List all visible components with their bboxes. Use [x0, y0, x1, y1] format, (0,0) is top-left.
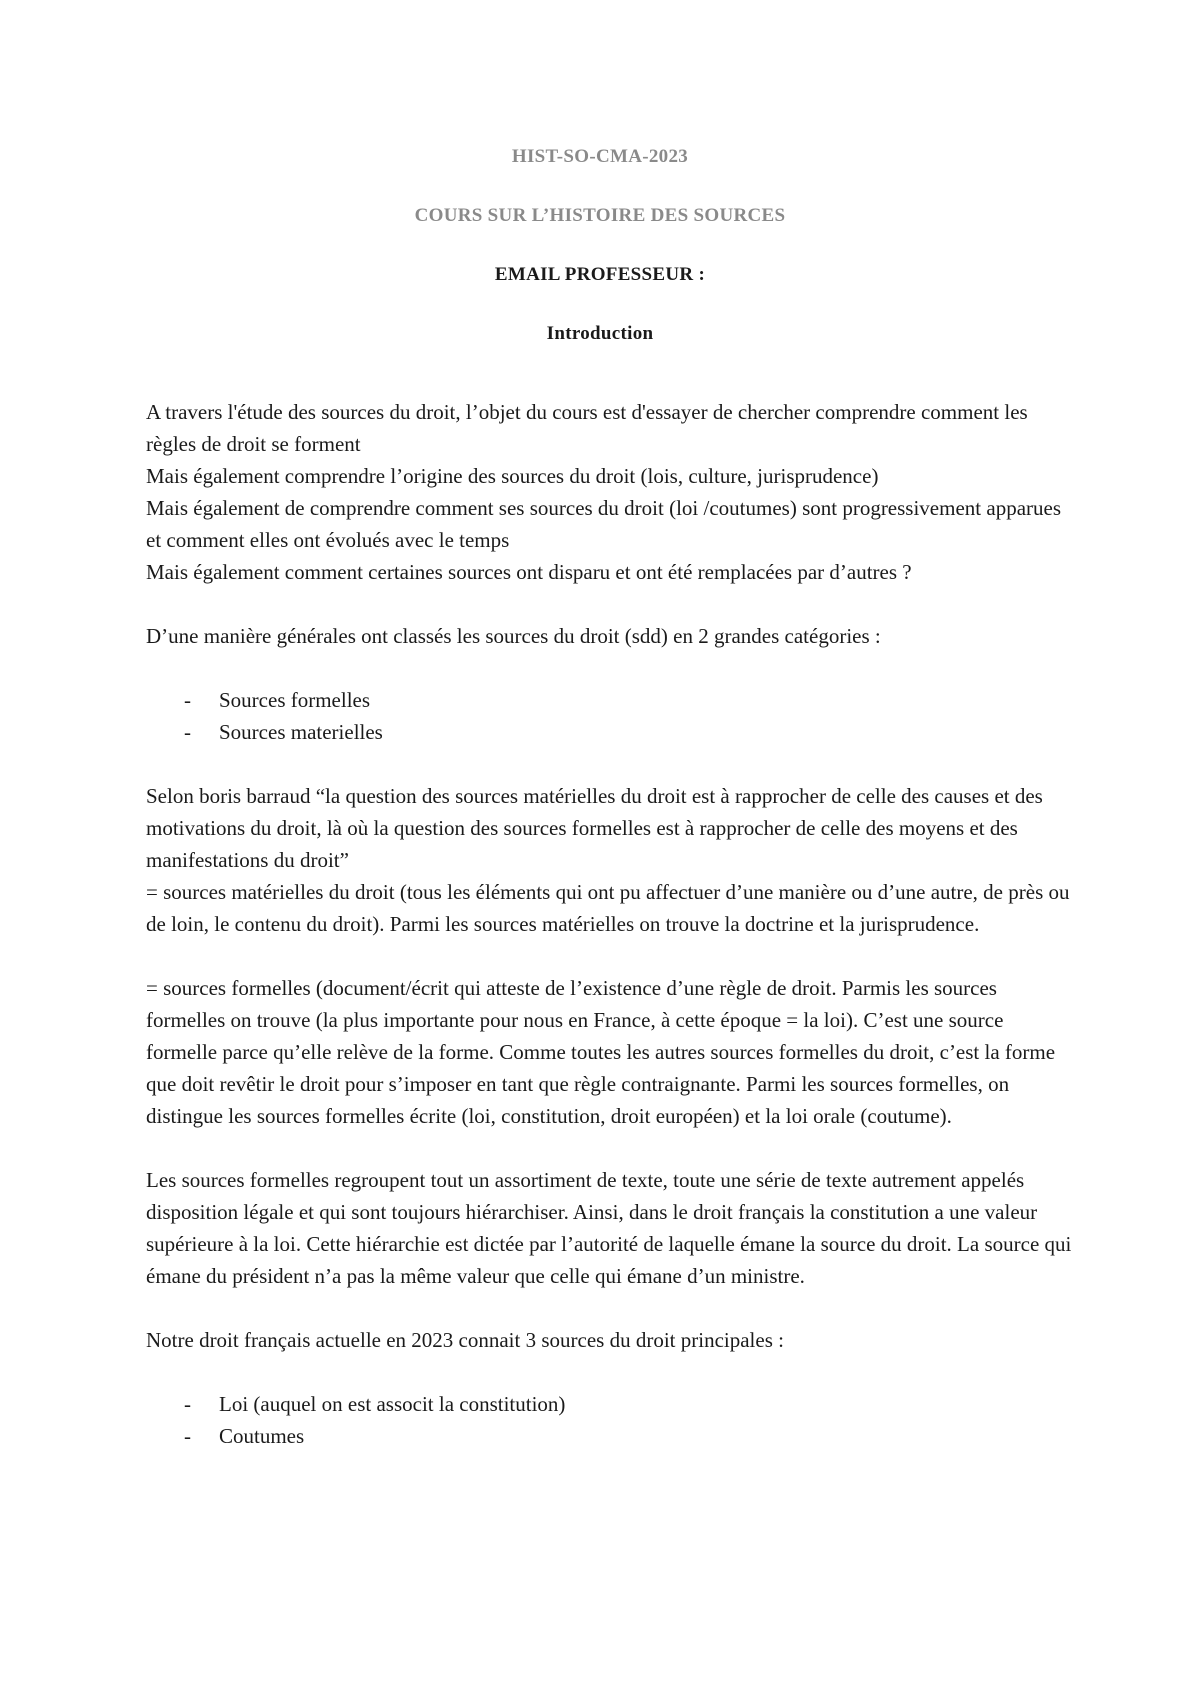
course-title: COURS SUR L’HISTOIRE DES SOURCES — [414, 205, 786, 226]
list-item — [146, 684, 1076, 716]
spacer — [146, 1292, 1076, 1324]
list-dash: - — [184, 1392, 191, 1416]
spacer — [146, 748, 1076, 780]
barraud-quote: Selon boris barraud “la question des sources matérielles du droit est à rapprocher de celle des causes et des motivations du droit, là où la question des sources formelles est à rapprocher de celle des moyens et des manifestations du droit” — [146, 784, 1043, 872]
intro-line: A travers l'étude des sources du droit, l’objet du cours est d'essayer de chercher comprendre comment les règles de droit se forment — [146, 400, 1028, 456]
professor-email-label: EMAIL PROFESSEUR : — [494, 264, 706, 285]
list-dash: - — [184, 688, 191, 712]
list-item — [146, 716, 1076, 748]
list-item — [146, 1388, 1076, 1420]
list-dash: - — [184, 720, 191, 744]
hierarchy-paragraph: Les sources formelles regroupent tout un assortiment de texte, toute une série de texte autrement appelés disposition légale et qui sont toujours hiérarchiser. Ainsi, dans le droit français la constitution a une valeur supérieure à la loi. Cette hiérarchie est dictée par l’autorité de laquelle émane la source du droit. La source qui émane du président n’a pas la même valeur que celle qui émane d’un ministre. — [146, 1168, 1072, 1288]
intro-line: Mais également comment certaines sources ont disparu et ont été remplacées par d’autres ? — [146, 560, 912, 584]
list-item — [146, 1420, 1076, 1452]
list-item-label: Sources formelles — [219, 688, 371, 712]
intro-line: Mais également de comprendre comment ses sources du droit (loi /coutumes) sont progressivement apparues et comment elles ont évolués avec le temps — [146, 496, 1061, 552]
list-item-label: Sources materielles — [219, 720, 383, 744]
formelles-definition: = sources formelles (document/écrit qui atteste de l’existence d’une règle de droit. Parmis les sources formelles on trouve (la plus importante pour nous en France, à cette époque = la loi). C’est une source formelle parce qu’elle relève de la forme. Comme toutes les autres sources formelles du droit, c’est la forme que doit revêtir le droit pour s’imposer en tant que règle contraignante. Parmi les sources formelles, on distingue les sources formelles écrite (loi, constitution, droit européen) et la loi orale (coutume). — [146, 976, 1056, 1128]
spacer — [146, 1132, 1076, 1164]
section-heading: Introduction — [546, 323, 654, 344]
spacer — [146, 652, 1076, 684]
current-sources-list — [146, 1388, 1076, 1452]
spacer — [146, 1356, 1076, 1388]
spacer — [146, 940, 1076, 972]
list-dash: - — [184, 1424, 191, 1448]
materielles-definition: = sources matérielles du droit (tous les éléments qui ont pu affectuer d’une manière ou d’une autre, de près ou de loin, le contenu du droit). Parmi les sources matérielles on trouve la doctrine et la jurisprudence. — [146, 880, 1070, 936]
list-item-label: Loi (auquel on est associt la constitution) — [219, 1392, 566, 1416]
spacer — [146, 588, 1076, 620]
categories-lead: D’une manière générales ont classés les sources du droit (sdd) en 2 grandes catégories : — [146, 624, 881, 648]
intro-line: Mais également comprendre l’origine des sources du droit (lois, culture, jurisprudence) — [146, 464, 879, 488]
current-sources-lead: Notre droit français actuelle en 2023 connait 3 sources du droit principales : — [146, 1328, 784, 1352]
course-code: HIST-SO-CMA-2023 — [511, 146, 689, 167]
categories-list — [146, 684, 1076, 748]
list-item-label: Coutumes — [219, 1424, 305, 1448]
document-body — [146, 396, 1076, 1452]
